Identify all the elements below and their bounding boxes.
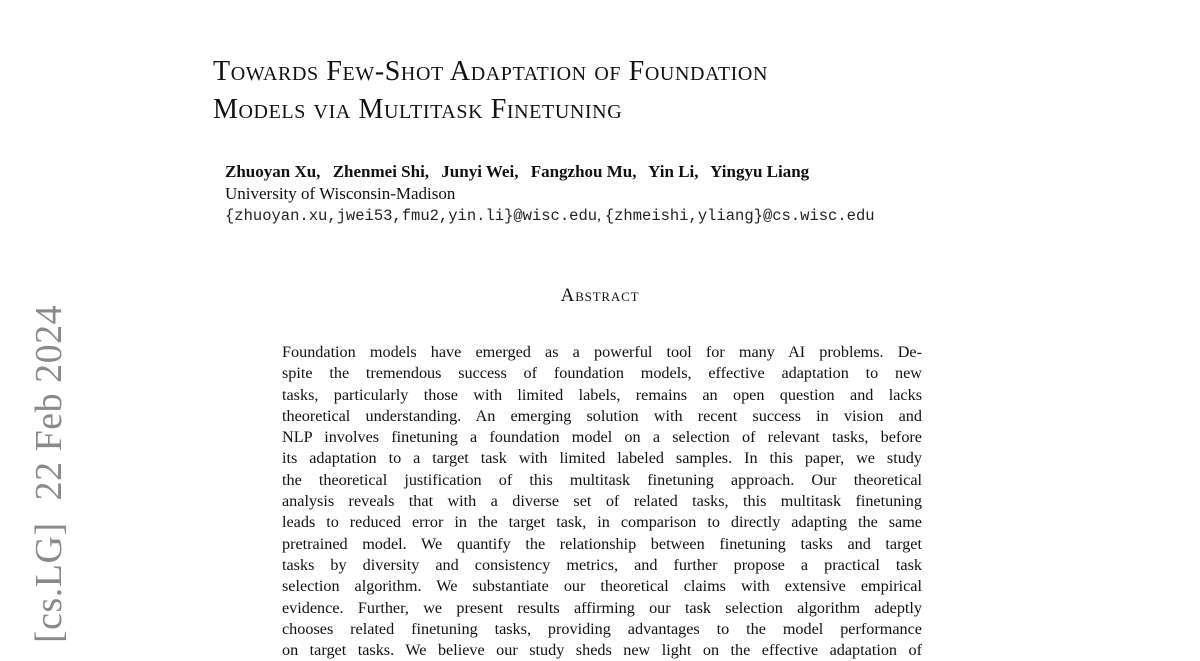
paper-title [213, 53, 768, 129]
author-name: Yin Li, [648, 162, 699, 181]
author-name: Yingyu Liang [710, 162, 810, 181]
abstract-line: theoretical understanding. An emerging solution with recent success in vision and [282, 406, 922, 425]
paper-title-line-1: Towards Few-Shot Adaptation of Foundation [213, 56, 769, 87]
abstract-line: its adaptation to a target task with limited labeled samples. In this paper, we study [282, 449, 922, 468]
abstract-line: spite the tremendous success of foundation models, effective adaptation to new [282, 364, 922, 383]
arxiv-category: [cs.LG] [28, 522, 70, 643]
abstract-line: on target tasks. We believe our study sheds new light on the effective adaptation of [282, 641, 922, 660]
abstract-line: selection algorithm. We substantiate our theoretical claims with extensive empirical [282, 577, 922, 596]
abstract-line: Foundation models have emerged as a powerful tool for many AI problems. De- [282, 343, 922, 361]
email-group-1: {zhuoyan.xu,jwei53,fmu2,yin.li}@wisc.edu [225, 207, 598, 225]
arxiv-date: 22 Feb 2024 [28, 304, 70, 501]
arxiv-watermark [30, 305, 68, 643]
email-group-2: {zhmeishi,yliang}@cs.wisc.edu [604, 207, 875, 225]
email-separator: , [597, 207, 601, 224]
abstract-line: leads to reduced error in the target task, in comparison to directly adapting the same [282, 513, 922, 532]
abstract-line: analysis reveals that with a diverse set of related tasks, this multitask finetuning [282, 492, 922, 511]
abstract-line: evidence. Further, we present results affirming our task selection algorithm adeptly [282, 598, 922, 617]
abstract-line: pretrained model. We quantify the relationship between finetuning tasks and target [282, 534, 922, 553]
author-name: Zhuoyan Xu, [225, 162, 321, 181]
abstract-line: tasks by diversity and consistency metrics, and further propose a practical task [282, 555, 922, 574]
author-name: Fangzhou Mu, [530, 162, 637, 181]
abstract-line: tasks, particularly those with limited labels, remains an open question and lacks [282, 385, 922, 404]
author-name: Zhenmei Shi, [332, 162, 430, 181]
author-list [225, 160, 817, 184]
author-name: Junyi Wei, [441, 162, 519, 181]
paper-title-line-2: Models via Multitask Finetuning [213, 94, 623, 125]
abstract-line: chooses related finetuning tasks, providing advantages to the model performance [282, 619, 922, 638]
abstract-line: the theoretical justification of this multitask finetuning approach. Our theoretical [282, 470, 922, 489]
author-affiliation: University of Wisconsin-Madison [225, 184, 456, 203]
abstract-line: NLP involves finetuning a foundation model on a selection of relevant tasks, before [282, 428, 922, 447]
abstract-heading: Abstract [560, 285, 640, 306]
author-emails [225, 205, 875, 227]
abstract-text [282, 342, 922, 661]
